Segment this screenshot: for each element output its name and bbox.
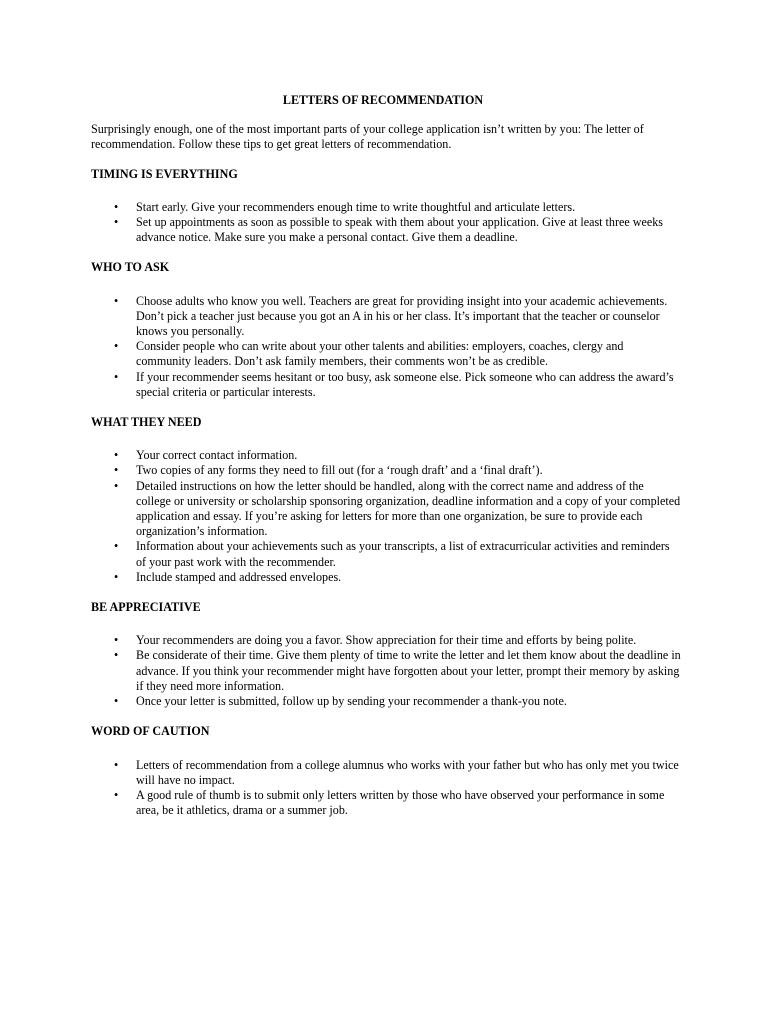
list-item	[91, 648, 681, 694]
list-item	[91, 448, 681, 463]
list-item	[91, 758, 681, 788]
section-heading: BE APPRECIATIVE	[91, 600, 201, 615]
list-item-text: Letters of recommendation from a college alumnus who works with your father but who has only met you twice will have no impact.	[136, 757, 679, 787]
list-item-text: Choose adults who know you well. Teachers are great for providing insight into your academic achievements. Don’t pick a teacher just because you got an A in his or her class. It’s important that the teacher or counselor knows you personally.	[136, 293, 668, 339]
bullet-icon: •	[114, 648, 119, 663]
list-item	[91, 339, 681, 369]
section-heading: WORD OF CAUTION	[91, 724, 210, 739]
list-item	[91, 370, 681, 400]
intro-paragraph: Surprisingly enough, one of the most important parts of your college application isn’t written by you: The letter of recommendation. Follow these tips to get great letters of recommendation.	[91, 122, 644, 152]
bullet-icon: •	[114, 339, 119, 354]
list-item	[91, 479, 681, 540]
bullet-icon: •	[114, 448, 119, 463]
bullet-list	[91, 633, 681, 709]
list-item	[91, 200, 681, 215]
list-item-text: Consider people who can write about your other talents and abilities: employers, coaches, clergy and community leaders. Don’t ask family members, their comments won’t be as credible.	[136, 339, 624, 369]
list-item-text: Your correct contact information.	[136, 448, 298, 463]
list-item	[91, 215, 681, 245]
list-item-text: Be considerate of their time. Give them plenty of time to write the letter and let them know about the deadline in advance. If you think your recommender might have forgotten about your letter, prompt their memory by asking if they need more information.	[136, 648, 681, 693]
bullet-icon: •	[114, 199, 119, 214]
bullet-icon: •	[114, 215, 119, 230]
list-item-text: Your recommenders are doing you a favor. Show appreciation for their time and efforts by being polite.	[136, 633, 637, 648]
bullet-icon: •	[114, 569, 119, 584]
list-item-text: A good rule of thumb is to submit only letters written by those who have observed your performance in some area, be it athletics, drama or a summer job.	[136, 787, 665, 818]
bullet-icon: •	[114, 757, 119, 772]
sections-container	[91, 167, 681, 819]
section-heading: WHO TO ASK	[91, 260, 170, 275]
list-item	[91, 570, 681, 585]
bullet-icon: •	[114, 478, 119, 493]
list-item	[91, 694, 681, 709]
list-item-text: Set up appointments as soon as possible to speak with them about your application. Give at least three weeks advance notice. Make sure you make a personal contact. Give them a deadline.	[136, 215, 663, 245]
list-item-text: Include stamped and addressed envelopes.	[136, 569, 342, 584]
bullet-icon: •	[114, 633, 119, 648]
bullet-icon: •	[114, 694, 119, 709]
list-item	[91, 539, 681, 569]
bullet-icon: •	[114, 787, 119, 802]
bullet-icon: •	[114, 463, 119, 478]
list-item-text: Once your letter is submitted, follow up by sending your recommender a thank-you note.	[136, 694, 567, 709]
bullet-list	[91, 448, 681, 585]
list-item-text: If your recommender seems hesitant or too busy, ask someone else. Pick someone who can address the award’s special criteria or particular interests.	[136, 369, 674, 399]
list-item	[91, 463, 681, 478]
bullet-icon: •	[114, 369, 119, 384]
list-item	[91, 294, 681, 340]
bullet-icon: •	[114, 539, 119, 554]
bullet-list	[91, 758, 681, 819]
bullet-icon: •	[114, 293, 119, 308]
bullet-list	[91, 294, 681, 400]
list-item-text: Information about your achievements such as your transcripts, a list of extracurricular activities and reminders of your past work with the recommender.	[136, 539, 670, 569]
list-item-text: Detailed instructions on how the letter should be handled, along with the correct name and address of the college or university or scholarship sponsoring organization, deadline information and a copy of your completed application and essay. If you’re asking for letters for more than one organization, be sure to provide each organization’s information.	[136, 478, 681, 539]
list-item	[91, 633, 681, 648]
section-heading: TIMING IS EVERYTHING	[91, 166, 238, 181]
list-item	[91, 788, 681, 818]
document-page	[91, 93, 681, 833]
list-item-text: Start early. Give your recommenders enough time to write thoughtful and articulate letters.	[136, 199, 576, 214]
document-title: LETTERS OF RECOMMENDATION	[282, 93, 484, 107]
section-heading: WHAT THEY NEED	[91, 415, 202, 430]
list-item-text: Two copies of any forms they need to fill out (for a ‘rough draft’ and a ‘final draft’).	[136, 463, 543, 478]
bullet-list	[91, 200, 681, 246]
